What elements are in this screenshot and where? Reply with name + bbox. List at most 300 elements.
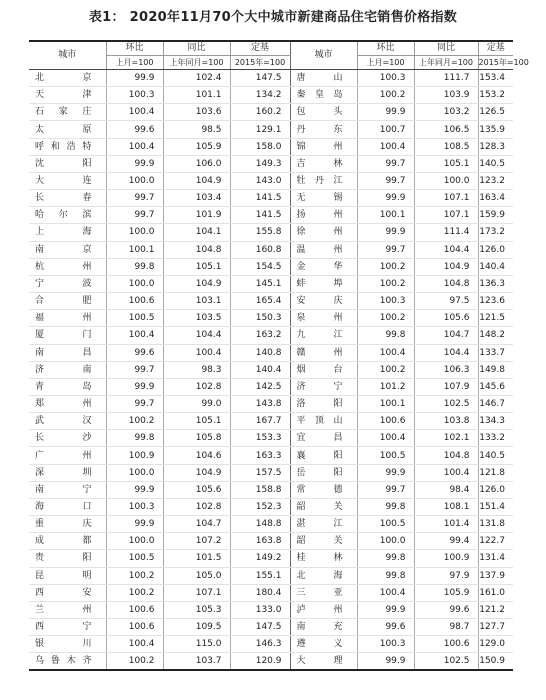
yoy-cell: 102.5: [414, 395, 478, 412]
mom-cell: 100.1: [106, 241, 163, 258]
yoy-cell: 103.6: [163, 104, 230, 121]
city-cell: 郑 州: [29, 395, 106, 412]
base-cell: 121.8: [478, 464, 513, 481]
mom-subheader-right: 上月=100: [357, 56, 414, 70]
city-cell: 湛 江: [290, 516, 357, 533]
base-cell: 146.7: [478, 395, 513, 412]
table-row: [29, 636, 513, 653]
base-cell: 152.3: [230, 498, 290, 515]
base-subheader-left: 2015年=100: [230, 56, 290, 70]
base-cell: 135.9: [478, 121, 513, 138]
table-row: [29, 207, 513, 224]
yoy-cell: 102.5: [414, 653, 478, 671]
city-cell: 常 德: [290, 481, 357, 498]
mom-cell: 99.9: [106, 516, 163, 533]
mom-cell: 100.5: [357, 516, 414, 533]
city-cell: 西 安: [29, 584, 106, 601]
city-cell: 石家庄: [29, 104, 106, 121]
yoy-cell: 107.1: [163, 584, 230, 601]
table-row: [29, 533, 513, 550]
table-row: [29, 172, 513, 189]
city-cell: 合 肥: [29, 293, 106, 310]
yoy-cell: 101.1: [163, 87, 230, 104]
mom-cell: 99.7: [106, 395, 163, 412]
yoy-cell: 109.5: [163, 619, 230, 636]
yoy-cell: 105.1: [163, 258, 230, 275]
city-cell: 西 宁: [29, 619, 106, 636]
base-cell: 133.7: [478, 344, 513, 361]
mom-cell: 99.7: [357, 241, 414, 258]
yoy-cell: 103.5: [163, 310, 230, 327]
price-index-table: [29, 40, 529, 671]
base-cell: 163.2: [230, 327, 290, 344]
yoy-cell: 104.9: [163, 172, 230, 189]
base-cell: 141.5: [230, 190, 290, 207]
yoy-cell: 104.1: [163, 224, 230, 241]
yoy-cell: 103.1: [163, 293, 230, 310]
yoy-cell: 105.1: [414, 155, 478, 172]
base-cell: 161.0: [478, 584, 513, 601]
yoy-cell: 102.4: [163, 70, 230, 87]
mom-cell: 99.6: [357, 619, 414, 636]
city-cell: 牡丹江: [290, 172, 357, 189]
city-cell: 无 锡: [290, 190, 357, 207]
base-cell: 137.9: [478, 567, 513, 584]
mom-cell: 100.4: [357, 584, 414, 601]
base-cell: 129.1: [230, 121, 290, 138]
table-row: [29, 395, 513, 412]
mom-cell: 100.2: [357, 258, 414, 275]
base-subheader-right: 2015年=100: [478, 56, 513, 70]
mom-cell: 99.8: [357, 550, 414, 567]
table-row: [29, 275, 513, 292]
base-cell: 140.8: [230, 344, 290, 361]
base-header-right: 定基: [478, 41, 513, 56]
mom-header-left: 环比: [106, 41, 163, 56]
mom-cell: 100.3: [106, 87, 163, 104]
yoy-cell: 100.0: [414, 172, 478, 189]
table-row: [29, 190, 513, 207]
city-cell: 宜 昌: [290, 430, 357, 447]
table-row: [29, 550, 513, 567]
yoy-cell: 104.7: [163, 516, 230, 533]
mom-cell: 100.0: [106, 224, 163, 241]
base-cell: 149.2: [230, 550, 290, 567]
table-row: [29, 104, 513, 121]
mom-cell: 100.2: [357, 310, 414, 327]
table-row: [29, 567, 513, 584]
base-cell: 146.3: [230, 636, 290, 653]
mom-cell: 99.9: [357, 224, 414, 241]
city-cell: 重 庆: [29, 516, 106, 533]
base-cell: 150.3: [230, 310, 290, 327]
city-cell: 上 海: [29, 224, 106, 241]
yoy-cell: 106.0: [163, 155, 230, 172]
mom-cell: 100.0: [106, 172, 163, 189]
base-cell: 140.5: [478, 155, 513, 172]
base-cell: 133.2: [478, 430, 513, 447]
yoy-cell: 107.2: [163, 533, 230, 550]
yoy-cell: 104.6: [163, 447, 230, 464]
mom-cell: 100.2: [106, 653, 163, 671]
mom-cell: 100.6: [106, 601, 163, 618]
city-cell: 青 岛: [29, 378, 106, 395]
city-cell: 蚌 埠: [290, 275, 357, 292]
base-cell: 180.4: [230, 584, 290, 601]
yoy-cell: 102.1: [414, 430, 478, 447]
base-cell: 128.3: [478, 138, 513, 155]
mom-cell: 100.2: [106, 567, 163, 584]
city-cell: 韶 关: [290, 533, 357, 550]
yoy-cell: 100.6: [414, 636, 478, 653]
mom-cell: 100.9: [106, 447, 163, 464]
table-row: [29, 481, 513, 498]
mom-cell: 100.0: [357, 533, 414, 550]
mom-cell: 99.9: [106, 378, 163, 395]
base-cell: 123.6: [478, 293, 513, 310]
mom-cell: 99.7: [106, 207, 163, 224]
city-cell: 丹 东: [290, 121, 357, 138]
yoy-cell: 107.1: [414, 190, 478, 207]
base-cell: 165.4: [230, 293, 290, 310]
mom-cell: 100.5: [357, 447, 414, 464]
city-cell: 南 充: [290, 619, 357, 636]
city-cell: 大 连: [29, 172, 106, 189]
city-cell: 唐 山: [290, 70, 357, 87]
table-body: [29, 70, 513, 671]
city-cell: 海 口: [29, 498, 106, 515]
city-cell: 温 州: [290, 241, 357, 258]
mom-cell: 101.2: [357, 378, 414, 395]
yoy-cell: 103.7: [163, 653, 230, 671]
mom-cell: 99.9: [357, 190, 414, 207]
mom-cell: 99.9: [357, 464, 414, 481]
base-cell: 153.4: [478, 70, 513, 87]
mom-cell: 100.7: [357, 121, 414, 138]
mom-header-right: 环比: [357, 41, 414, 56]
base-cell: 120.9: [230, 653, 290, 671]
city-cell: 平顶山: [290, 413, 357, 430]
city-cell: 安 庆: [290, 293, 357, 310]
yoy-cell: 104.7: [414, 327, 478, 344]
yoy-cell: 104.4: [163, 327, 230, 344]
base-cell: 129.0: [478, 636, 513, 653]
city-cell: 广 州: [29, 447, 106, 464]
city-cell: 秦皇岛: [290, 87, 357, 104]
city-cell: 洛 阳: [290, 395, 357, 412]
base-cell: 173.2: [478, 224, 513, 241]
base-cell: 145.1: [230, 275, 290, 292]
mom-cell: 100.4: [106, 104, 163, 121]
mom-cell: 99.8: [357, 567, 414, 584]
base-cell: 143.0: [230, 172, 290, 189]
city-cell: 泉 州: [290, 310, 357, 327]
city-cell: 大 理: [290, 653, 357, 671]
base-cell: 127.7: [478, 619, 513, 636]
mom-cell: 100.4: [106, 138, 163, 155]
city-cell: 遵 义: [290, 636, 357, 653]
table-row: [29, 653, 513, 671]
mom-cell: 100.2: [357, 361, 414, 378]
mom-cell: 99.8: [106, 258, 163, 275]
city-cell: 乌鲁木齐: [29, 653, 106, 671]
mom-cell: 100.2: [357, 87, 414, 104]
mom-cell: 99.7: [106, 190, 163, 207]
base-cell: 148.8: [230, 516, 290, 533]
base-cell: 126.5: [478, 104, 513, 121]
yoy-cell: 104.4: [414, 344, 478, 361]
mom-cell: 100.4: [357, 138, 414, 155]
city-cell: 北 京: [29, 70, 106, 87]
base-cell: 147.5: [230, 70, 290, 87]
table-row: [29, 155, 513, 172]
table-row: [29, 224, 513, 241]
base-cell: 158.0: [230, 138, 290, 155]
table-row: [29, 516, 513, 533]
yoy-cell: 104.9: [163, 275, 230, 292]
base-cell: 160.2: [230, 104, 290, 121]
mom-cell: 100.2: [357, 275, 414, 292]
yoy-cell: 105.8: [163, 430, 230, 447]
yoy-cell: 104.8: [414, 447, 478, 464]
yoy-cell: 105.9: [414, 584, 478, 601]
city-cell: 扬 州: [290, 207, 357, 224]
mom-cell: 100.3: [106, 498, 163, 515]
yoy-cell: 101.9: [163, 207, 230, 224]
city-cell: 南 宁: [29, 481, 106, 498]
yoy-cell: 100.9: [414, 550, 478, 567]
city-cell: 深 圳: [29, 464, 106, 481]
mom-cell: 100.3: [357, 70, 414, 87]
yoy-cell: 105.9: [163, 138, 230, 155]
mom-cell: 100.4: [357, 344, 414, 361]
base-cell: 122.7: [478, 533, 513, 550]
yoy-cell: 103.8: [414, 413, 478, 430]
yoy-cell: 106.3: [414, 361, 478, 378]
mom-subheader-left: 上月=100: [106, 56, 163, 70]
yoy-cell: 111.4: [414, 224, 478, 241]
yoy-cell: 100.4: [414, 464, 478, 481]
city-cell: 沈 阳: [29, 155, 106, 172]
city-header-left: 城市: [29, 41, 106, 70]
base-cell: 131.8: [478, 516, 513, 533]
city-cell: 烟 台: [290, 361, 357, 378]
mom-cell: 100.0: [106, 275, 163, 292]
yoy-cell: 108.1: [414, 498, 478, 515]
base-cell: 140.4: [478, 258, 513, 275]
city-cell: 韶 关: [290, 498, 357, 515]
yoy-cell: 108.5: [414, 138, 478, 155]
yoy-cell: 99.4: [414, 533, 478, 550]
base-cell: 143.8: [230, 395, 290, 412]
mom-cell: 99.7: [357, 481, 414, 498]
table-row: [29, 70, 513, 87]
base-cell: 121.2: [478, 601, 513, 618]
base-cell: 123.2: [478, 172, 513, 189]
city-cell: 长 沙: [29, 430, 106, 447]
yoy-cell: 98.5: [163, 121, 230, 138]
mom-cell: 100.0: [106, 464, 163, 481]
mom-cell: 100.5: [106, 310, 163, 327]
base-cell: 148.2: [478, 327, 513, 344]
mom-cell: 99.7: [357, 172, 414, 189]
yoy-subheader-right: 上年同月=100: [414, 56, 478, 70]
mom-cell: 99.7: [106, 361, 163, 378]
yoy-subheader-left: 上年同月=100: [163, 56, 230, 70]
yoy-cell: 98.7: [414, 619, 478, 636]
table-row: [29, 413, 513, 430]
city-cell: 徐 州: [290, 224, 357, 241]
base-cell: 150.9: [478, 653, 513, 671]
city-cell: 哈尔滨: [29, 207, 106, 224]
city-cell: 兰 州: [29, 601, 106, 618]
city-cell: 金 华: [290, 258, 357, 275]
yoy-cell: 106.5: [414, 121, 478, 138]
city-cell: 北 海: [290, 567, 357, 584]
city-cell: 呼和浩特: [29, 138, 106, 155]
yoy-cell: 104.8: [414, 275, 478, 292]
table-row: [29, 430, 513, 447]
base-header-left: 定基: [230, 41, 290, 56]
base-cell: 140.5: [478, 447, 513, 464]
mom-cell: 100.1: [357, 207, 414, 224]
yoy-cell: 100.4: [163, 344, 230, 361]
yoy-cell: 101.5: [163, 550, 230, 567]
base-cell: 141.5: [230, 207, 290, 224]
city-cell: 泸 州: [290, 601, 357, 618]
table-row: [29, 619, 513, 636]
base-cell: 159.9: [478, 207, 513, 224]
mom-cell: 99.8: [357, 498, 414, 515]
mom-cell: 99.8: [106, 430, 163, 447]
base-cell: 136.3: [478, 275, 513, 292]
yoy-cell: 97.5: [414, 293, 478, 310]
yoy-cell: 98.4: [414, 481, 478, 498]
mom-cell: 99.9: [106, 155, 163, 172]
base-cell: 126.0: [478, 481, 513, 498]
yoy-cell: 99.6: [414, 601, 478, 618]
city-cell: 武 汉: [29, 413, 106, 430]
mom-cell: 100.4: [357, 430, 414, 447]
city-header-right: 城市: [290, 41, 357, 70]
mom-cell: 100.6: [106, 293, 163, 310]
mom-cell: 99.8: [357, 327, 414, 344]
mom-cell: 99.6: [106, 344, 163, 361]
yoy-header-left: 同比: [163, 41, 230, 56]
mom-cell: 100.6: [106, 619, 163, 636]
mom-cell: 100.2: [106, 413, 163, 430]
yoy-cell: 104.9: [163, 464, 230, 481]
base-cell: 154.5: [230, 258, 290, 275]
city-cell: 三 亚: [290, 584, 357, 601]
city-cell: 岳 阳: [290, 464, 357, 481]
city-cell: 厦 门: [29, 327, 106, 344]
yoy-cell: 105.6: [414, 310, 478, 327]
base-cell: 149.3: [230, 155, 290, 172]
mom-cell: 100.6: [357, 413, 414, 430]
yoy-cell: 101.4: [414, 516, 478, 533]
base-cell: 163.3: [230, 447, 290, 464]
base-cell: 153.3: [230, 430, 290, 447]
yoy-cell: 105.0: [163, 567, 230, 584]
mom-cell: 99.9: [357, 653, 414, 671]
city-cell: 襄 阳: [290, 447, 357, 464]
city-cell: 昆 明: [29, 567, 106, 584]
yoy-header-right: 同比: [414, 41, 478, 56]
base-cell: 134.3: [478, 413, 513, 430]
yoy-cell: 105.1: [163, 413, 230, 430]
table-row: [29, 498, 513, 515]
yoy-cell: 111.7: [414, 70, 478, 87]
yoy-cell: 103.4: [163, 190, 230, 207]
yoy-cell: 115.0: [163, 636, 230, 653]
city-cell: 吉 林: [290, 155, 357, 172]
yoy-cell: 103.9: [414, 87, 478, 104]
table-row: [29, 601, 513, 618]
table-row: [29, 447, 513, 464]
yoy-cell: 104.9: [414, 258, 478, 275]
mom-cell: 100.3: [357, 293, 414, 310]
city-cell: 成 都: [29, 533, 106, 550]
mom-cell: 99.9: [357, 601, 414, 618]
yoy-cell: 107.9: [414, 378, 478, 395]
mom-cell: 99.7: [357, 155, 414, 172]
base-cell: 121.5: [478, 310, 513, 327]
city-cell: 南 昌: [29, 344, 106, 361]
city-cell: 天 津: [29, 87, 106, 104]
base-cell: 167.7: [230, 413, 290, 430]
city-cell: 九 江: [290, 327, 357, 344]
base-cell: 131.4: [478, 550, 513, 567]
city-cell: 贵 阳: [29, 550, 106, 567]
table-title: 表1： 2020年11月70个大中城市新建商品住宅销售价格指数: [88, 10, 458, 25]
table-row: [29, 241, 513, 258]
base-cell: 140.4: [230, 361, 290, 378]
table-row: [29, 258, 513, 275]
base-cell: 163.8: [230, 533, 290, 550]
table-row: [29, 87, 513, 104]
mom-cell: 100.2: [106, 584, 163, 601]
city-cell: 南 京: [29, 241, 106, 258]
base-cell: 163.4: [478, 190, 513, 207]
base-cell: 142.5: [230, 378, 290, 395]
city-cell: 包 头: [290, 104, 357, 121]
base-cell: 149.8: [478, 361, 513, 378]
table-row: [29, 584, 513, 601]
base-cell: 145.6: [478, 378, 513, 395]
mom-cell: 100.1: [357, 395, 414, 412]
table-row: [29, 293, 513, 310]
base-cell: 153.2: [478, 87, 513, 104]
city-cell: 长 春: [29, 190, 106, 207]
mom-cell: 99.9: [106, 70, 163, 87]
table-row: [29, 344, 513, 361]
yoy-cell: 105.6: [163, 481, 230, 498]
mom-cell: 99.9: [106, 481, 163, 498]
table-row: [29, 310, 513, 327]
base-cell: 151.4: [478, 498, 513, 515]
mom-cell: 99.9: [357, 104, 414, 121]
table-row: [29, 464, 513, 481]
base-cell: 155.1: [230, 567, 290, 584]
city-cell: 济 南: [29, 361, 106, 378]
base-cell: 147.5: [230, 619, 290, 636]
yoy-cell: 103.2: [414, 104, 478, 121]
city-cell: 太 原: [29, 121, 106, 138]
base-cell: 155.8: [230, 224, 290, 241]
mom-cell: 100.3: [357, 636, 414, 653]
table-row: [29, 327, 513, 344]
